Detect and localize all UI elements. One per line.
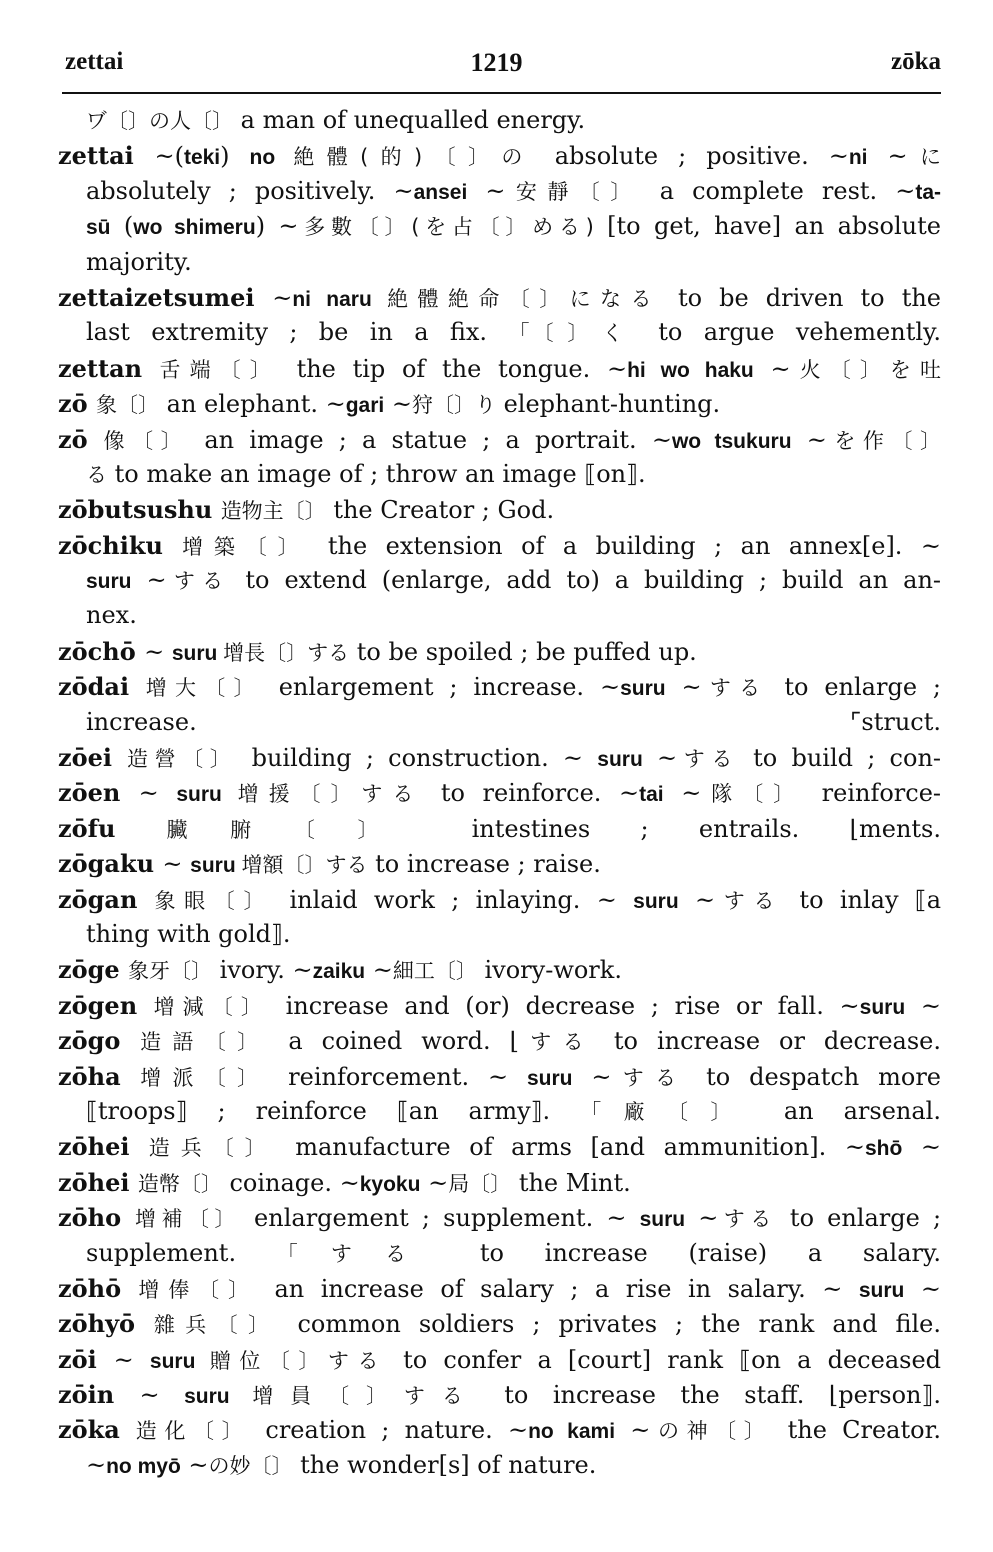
japanese-text: する bbox=[677, 747, 739, 772]
romaji-phrase: kyoku bbox=[359, 1172, 421, 1196]
definition-text: building ; construction. ~ bbox=[237, 744, 598, 773]
entry-line bbox=[58, 1200, 941, 1235]
entry-line bbox=[58, 669, 941, 704]
definition-text: to increase or decrease. bbox=[594, 1027, 941, 1056]
definition-text: to increase ; raise. bbox=[367, 850, 601, 879]
japanese-text: 增俸〔〕 bbox=[138, 1277, 258, 1302]
entry-line bbox=[58, 740, 941, 775]
romaji-phrase: suru bbox=[86, 570, 132, 594]
entry-line bbox=[58, 1377, 941, 1412]
japanese-text: 贈位〔〕する bbox=[209, 1348, 387, 1373]
japanese-text: 造幣〔〕 bbox=[137, 1171, 222, 1196]
entry-line bbox=[58, 174, 941, 209]
definition-text: ~ bbox=[665, 673, 702, 702]
definition-text: ~ bbox=[384, 390, 412, 419]
definition-text: reinforce- bbox=[804, 779, 941, 808]
definition-text: ~ bbox=[138, 779, 177, 808]
definition-text: ~ bbox=[180, 1450, 209, 1479]
definition-text: to build ; con- bbox=[738, 744, 941, 773]
headword: zōen bbox=[58, 778, 139, 808]
romaji-phrase: wo shimeru bbox=[133, 216, 256, 240]
japanese-text: 「する bbox=[276, 1241, 440, 1266]
headword: zōfu bbox=[58, 813, 167, 843]
romaji-phrase: suru bbox=[633, 889, 679, 913]
entry-line bbox=[58, 846, 941, 881]
definition-text: ~ bbox=[162, 850, 191, 879]
entry-line bbox=[58, 988, 941, 1023]
headword: zettan bbox=[58, 353, 160, 383]
definition-text: creation ; nature. ~ bbox=[250, 1416, 529, 1445]
definition-text: the tip of the tongue. ~ bbox=[279, 354, 628, 383]
entry-line bbox=[58, 492, 941, 527]
definition-text: to reinforce. ~ bbox=[423, 779, 640, 808]
definition-text: ) ~ bbox=[255, 212, 299, 241]
definition-text: ⟦troops⟧ ; reinforce ⟦an army⟧. bbox=[86, 1096, 581, 1125]
entry-line bbox=[58, 1129, 941, 1164]
entry-line bbox=[58, 1342, 941, 1377]
romaji-phrase: hi wo haku bbox=[627, 358, 754, 382]
japanese-text: する bbox=[166, 569, 231, 594]
definition-text: ~ bbox=[904, 1274, 941, 1303]
romaji-phrase: suru bbox=[527, 1066, 573, 1090]
headword: zōchō bbox=[58, 636, 145, 666]
japanese-text: 增員〔〕する bbox=[252, 1384, 480, 1409]
definition-text: coinage. ~ bbox=[221, 1168, 360, 1197]
japanese-text: 局〔〕 bbox=[448, 1171, 512, 1196]
headword: zōhei bbox=[58, 1167, 138, 1197]
japanese-text: に bbox=[907, 145, 941, 170]
definition-text: a complete rest. ~ bbox=[641, 176, 916, 205]
headword: zōhei bbox=[58, 1132, 149, 1162]
definition-text: ~ bbox=[753, 354, 791, 383]
entry-line bbox=[58, 1306, 941, 1341]
definition-text: ~ bbox=[467, 176, 506, 205]
headword: zōgo bbox=[58, 1026, 141, 1056]
headword: zōgaku bbox=[58, 849, 163, 879]
entry-line bbox=[58, 1412, 941, 1447]
romaji-phrase: no kami bbox=[528, 1420, 616, 1444]
headword: zōdai bbox=[58, 672, 146, 702]
japanese-text: 狩〔〕り bbox=[411, 393, 496, 418]
romaji-phrase: sū bbox=[86, 216, 111, 240]
definition-text: to confer a [court] rank ⟦on a deceased bbox=[386, 1345, 941, 1374]
romaji-phrase: zaiku bbox=[312, 960, 366, 984]
definition-text: to be spoiled ; be puffed up. bbox=[349, 637, 697, 666]
definition-text: ~( bbox=[154, 142, 184, 171]
definition-text: the Mint. bbox=[511, 1168, 631, 1197]
definition-text: to enlarge ; bbox=[776, 1204, 941, 1233]
japanese-text: る bbox=[86, 462, 107, 487]
entry-line bbox=[58, 245, 941, 280]
japanese-text: 造兵〔〕 bbox=[148, 1136, 277, 1161]
entry-line bbox=[58, 422, 941, 457]
definition-text: to be driven to the bbox=[660, 283, 941, 312]
japanese-text: 絶體(的)〔〕の bbox=[293, 145, 535, 170]
headword: zōhō bbox=[58, 1273, 139, 1303]
japanese-text: する bbox=[715, 888, 784, 913]
japanese-text: 像〔〕 bbox=[103, 428, 190, 453]
entry-line bbox=[58, 1059, 941, 1094]
japanese-text: 增派〔〕 bbox=[140, 1065, 270, 1090]
entry-line bbox=[58, 775, 941, 810]
romaji-phrase: gari bbox=[345, 394, 385, 418]
japanese-text: 增減〔〕 bbox=[153, 994, 270, 1019]
headword: zō bbox=[58, 389, 96, 419]
definition-text: ~ bbox=[113, 1345, 150, 1374]
japanese-text: 增長〔〕する bbox=[223, 640, 350, 665]
definition-text: common soldiers ; privates ; the rank and file. bbox=[279, 1310, 941, 1339]
header-right-guide-word: zōka bbox=[891, 48, 941, 75]
definition-text: ~ bbox=[678, 885, 716, 914]
definition-text: to increase the staff. ⌊person⟧. bbox=[479, 1381, 941, 1410]
definition-text: thing with gold⟧. bbox=[86, 919, 291, 948]
japanese-text: する bbox=[518, 1030, 595, 1055]
definition-text: reinforcement. ~ bbox=[269, 1062, 527, 1091]
japanese-text: 增額〔〕する bbox=[241, 853, 368, 878]
definition-text: ~ bbox=[615, 1416, 651, 1445]
dictionary-entries bbox=[58, 103, 941, 1483]
japanese-text: 造語〔〕 bbox=[140, 1030, 270, 1055]
entry-line bbox=[58, 351, 941, 386]
page-number: 1219 bbox=[470, 48, 523, 77]
entry-line bbox=[58, 138, 941, 173]
japanese-text: の妙〔〕 bbox=[208, 1453, 293, 1478]
headword: zōka bbox=[58, 1415, 136, 1445]
definition-text: ~ bbox=[144, 637, 172, 666]
definition-text: ~ bbox=[420, 1168, 449, 1197]
headword: zō bbox=[58, 424, 104, 454]
japanese-text: 增援〔〕する bbox=[237, 782, 424, 807]
japanese-text: 細工〔〕 bbox=[392, 959, 477, 984]
japanese-text: 造化〔〕 bbox=[135, 1419, 251, 1444]
romaji-phrase: no myō bbox=[106, 1454, 181, 1478]
headword: zōha bbox=[58, 1061, 141, 1091]
japanese-text: 隊〔〕 bbox=[701, 782, 805, 807]
romaji-phrase: suru bbox=[858, 1278, 905, 1302]
entry-line bbox=[58, 103, 941, 138]
entry-line bbox=[58, 280, 941, 315]
japanese-text: ヷ〔〕の人〔〕 bbox=[86, 109, 233, 133]
romaji-phrase: tai bbox=[639, 783, 664, 807]
definition-text: last extremity ; be in a fix. bbox=[86, 318, 509, 347]
definition-text: the wonder[s] of nature. bbox=[292, 1450, 597, 1479]
japanese-text: する bbox=[701, 676, 769, 701]
definition-text: ~ bbox=[86, 1450, 107, 1479]
definition-text: absolute ; positive. ~ bbox=[534, 142, 849, 171]
definition-text: ) bbox=[220, 142, 250, 171]
definition-text: ivory. ~ bbox=[212, 956, 313, 985]
japanese-text: 雜兵〔〕 bbox=[153, 1313, 280, 1338]
romaji-phrase: suru bbox=[859, 995, 906, 1019]
japanese-text: 象眼〔〕 bbox=[154, 888, 274, 913]
entry-line bbox=[58, 1271, 941, 1306]
headword: zōge bbox=[58, 955, 129, 985]
japanese-text: 「廠〔〕 bbox=[580, 1099, 754, 1124]
entry-line bbox=[58, 457, 941, 492]
japanese-text: 「〔〕く bbox=[508, 321, 637, 346]
romaji-phrase: suru bbox=[620, 677, 666, 701]
japanese-text: を作〔〕 bbox=[826, 428, 941, 453]
japanese-text: する bbox=[718, 1207, 777, 1232]
entry-line bbox=[58, 209, 941, 244]
entry-line bbox=[58, 315, 941, 350]
japanese-text: 舌端〔〕 bbox=[159, 357, 280, 382]
japanese-text: 安靜〔〕 bbox=[505, 179, 642, 204]
definition-text: an elephant. ~ bbox=[159, 390, 346, 419]
definition-text: absolutely ; positively. ~ bbox=[86, 176, 414, 205]
entry-line bbox=[58, 1023, 941, 1058]
definition-text: an increase of salary ; a rise in salary. ~ bbox=[257, 1274, 859, 1303]
japanese-text: 臟腑〔〕 bbox=[166, 817, 422, 842]
definition-text: ~ bbox=[139, 1381, 185, 1410]
entry-line bbox=[58, 882, 941, 917]
romaji-phrase: suru bbox=[184, 1385, 253, 1409]
headword: zōchiku bbox=[58, 530, 183, 560]
romaji-phrase: ni naru bbox=[292, 287, 388, 311]
definition-text: to argue vehemently. bbox=[636, 318, 941, 347]
definition-text: to increase (raise) a salary. bbox=[439, 1238, 941, 1267]
romaji-phrase: suru bbox=[176, 783, 238, 807]
definition-text: enlargement ; supplement. ~ bbox=[240, 1204, 640, 1233]
headword: zōbutsushu bbox=[58, 495, 221, 525]
entry-line bbox=[58, 634, 941, 669]
entry-line bbox=[58, 1236, 941, 1271]
definition-text: nex. bbox=[86, 601, 137, 630]
entry-line bbox=[58, 811, 941, 846]
japanese-text: の神〔〕 bbox=[650, 1419, 773, 1444]
definition-text: the Creator. bbox=[772, 1416, 941, 1445]
entry-line bbox=[58, 1094, 941, 1129]
entry-line bbox=[58, 563, 941, 598]
entry-line bbox=[58, 705, 941, 740]
definition-text: increase. ⌜struct. bbox=[86, 707, 941, 736]
definition-text: supplement. bbox=[86, 1238, 277, 1267]
definition-text: ~ bbox=[131, 566, 167, 595]
definition-text: ~ bbox=[365, 956, 393, 985]
japanese-text: 多數〔〕(を占〔〕める) bbox=[298, 215, 594, 240]
definition-text: ~ bbox=[902, 1133, 941, 1162]
headword: zōgen bbox=[58, 990, 154, 1020]
headword: zōho bbox=[58, 1203, 135, 1233]
headword: zōei bbox=[58, 743, 127, 773]
definition-text: ( bbox=[110, 212, 134, 241]
definition-text: to extend (enlarge, add to) a building ; build an an- bbox=[230, 566, 941, 595]
definition-text: to make an image of ; throw an image ⟦on⟧. bbox=[107, 459, 646, 488]
definition-text: majority. bbox=[86, 247, 192, 276]
definition-text: increase and (or) decrease ; rise or fall. ~ bbox=[269, 991, 860, 1020]
entry-line bbox=[58, 598, 941, 633]
definition-text: to enlarge ; bbox=[768, 673, 941, 702]
japanese-text: する bbox=[611, 1065, 688, 1090]
headword: zettaizetsumei bbox=[58, 282, 273, 312]
definition-text: ~ bbox=[663, 779, 702, 808]
definition-text: a man of unequalled energy. bbox=[233, 106, 586, 134]
headword: zōgan bbox=[58, 884, 155, 914]
entry-line bbox=[58, 528, 941, 563]
entry-line bbox=[58, 1448, 941, 1483]
headword: zōi bbox=[58, 1344, 114, 1374]
romaji-phrase: ansei bbox=[413, 180, 468, 204]
definition-text: ~ bbox=[642, 744, 678, 773]
headword: zettai bbox=[58, 141, 155, 171]
definition-text: ~ bbox=[272, 283, 293, 312]
definition-text: [to get, have] an absolute bbox=[593, 212, 941, 241]
headword: zōin bbox=[58, 1380, 140, 1410]
japanese-text: 增築〔〕 bbox=[182, 534, 310, 559]
definition-text: ivory-work. bbox=[476, 956, 622, 985]
definition-text: a coined word. ⌊ bbox=[269, 1027, 519, 1056]
definition-text: ~ bbox=[791, 425, 827, 454]
romaji-phrase: wo tsukuru bbox=[671, 429, 792, 453]
definition-text: an image ; a statue ; a portrait. ~ bbox=[189, 425, 672, 454]
japanese-text: 象牙〔〕 bbox=[128, 959, 213, 984]
definition-text: elephant-hunting. bbox=[495, 390, 721, 419]
headword: zōhyō bbox=[58, 1309, 154, 1339]
definition-text: the extension of a building ; an annex[e]. ~ bbox=[309, 531, 941, 560]
romaji-phrase: no bbox=[249, 146, 294, 170]
romaji-phrase: ta- bbox=[915, 180, 941, 204]
japanese-text: 造營〔〕 bbox=[126, 747, 238, 772]
romaji-phrase: suru bbox=[639, 1208, 686, 1232]
romaji-phrase: ni bbox=[848, 146, 868, 170]
romaji-phrase: teki bbox=[183, 146, 221, 170]
definition-text: enlargement ; increase. ~ bbox=[262, 673, 621, 702]
japanese-text: 增補〔〕 bbox=[134, 1207, 241, 1232]
romaji-phrase: suru bbox=[171, 641, 224, 665]
entry-line bbox=[58, 386, 941, 421]
entry-line bbox=[58, 917, 941, 952]
definition-text: ~ bbox=[905, 991, 941, 1020]
romaji-phrase: suru bbox=[597, 748, 643, 772]
romaji-phrase: suru bbox=[190, 854, 242, 878]
definition-text: an arsenal. bbox=[753, 1096, 941, 1125]
japanese-text: 增大〔〕 bbox=[145, 676, 263, 701]
header-left-guide-word: zettai bbox=[65, 48, 124, 75]
definition-text: to inlay ⟦a bbox=[783, 885, 941, 914]
romaji-phrase: shō bbox=[864, 1137, 903, 1161]
definition-text: ~ bbox=[685, 1204, 719, 1233]
definition-text: intestines ; entrails. ⌊ments. bbox=[421, 814, 941, 843]
japanese-text: 絶體絶命〔〕になる bbox=[387, 286, 661, 311]
definition-text: to despatch more bbox=[687, 1062, 941, 1091]
romaji-phrase: suru bbox=[149, 1349, 210, 1373]
japanese-text: 象〔〕 bbox=[96, 393, 159, 418]
definition-text: inlaid work ; inlaying. ~ bbox=[273, 885, 634, 914]
japanese-text: 火〔〕を吐 bbox=[790, 357, 941, 382]
definition-text: ~ bbox=[867, 142, 908, 171]
entry-line bbox=[58, 1165, 941, 1200]
header-rule bbox=[62, 92, 941, 94]
japanese-text: 造物主〔〕 bbox=[220, 499, 326, 524]
entry-line bbox=[58, 952, 941, 987]
definition-text: the Creator ; God. bbox=[325, 496, 555, 525]
definition-text: manufacture of arms [and ammunition]. ~ bbox=[276, 1133, 865, 1162]
definition-text: ~ bbox=[572, 1062, 612, 1091]
